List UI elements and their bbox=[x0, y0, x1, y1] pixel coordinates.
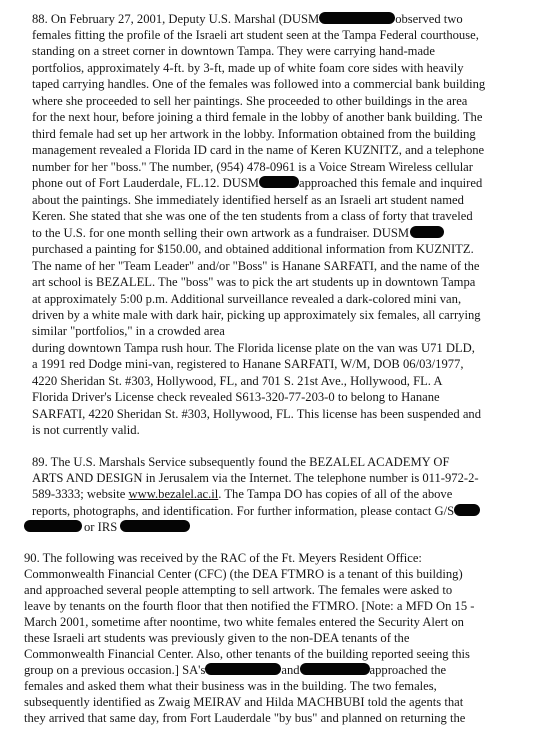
redaction-mark bbox=[300, 663, 370, 675]
text-line: during downtown Tampa rush hour. The Florida license plate on the van was U71 DLD, bbox=[32, 341, 475, 355]
text-line: purchased a painting for $150.00, and obtained additional information from KUZNITZ. bbox=[32, 242, 474, 256]
redaction-mark bbox=[454, 504, 480, 516]
text-line: standing on a street corner in downtown Tampa. They were carrying hand-made bbox=[32, 44, 435, 58]
text-segment: observed two bbox=[395, 12, 463, 26]
text-line: The name of her "Team Leader" and/or "Boss" is Hanane SARFATI, and the name of the bbox=[32, 259, 480, 273]
redaction-mark bbox=[259, 176, 299, 188]
text-line bbox=[32, 504, 480, 519]
text-line: females fitting the profile of the Israeli art student seen at the Tampa Federal courthouse, bbox=[32, 28, 479, 42]
text-line: a 1991 red Dodge mini-van, registered to Hanane SARFATI, W/M, DOB 06/03/1977, bbox=[32, 357, 464, 371]
text-segment: reports, photographs, and identification. For further information, please contact G/S bbox=[32, 504, 455, 518]
redaction-mark bbox=[24, 520, 82, 532]
text-line: number for her "boss." The number, (954) 478-0961 is a Voice Stream Wireless cellular bbox=[32, 160, 473, 174]
text-line: for the next hour, before joining a third female in the lobby of another bank building. The bbox=[32, 110, 483, 124]
text-line: where she proceeded to sell her paintings. She proceeded to other buildings in the area bbox=[32, 94, 468, 108]
text-line: ARTS AND DESIGN in Jerusalem via the Internet. The telephone number is 011-972-2- bbox=[32, 471, 479, 485]
text-line: third female had set up her artwork in the lobby. Information obtained from the building bbox=[32, 127, 476, 141]
text-line: portfolios, approximately 4-ft. by 3-ft, made up of white foam core sides with heavily bbox=[32, 61, 464, 75]
text-segment: and bbox=[281, 663, 300, 677]
text-segment: or IRS bbox=[84, 520, 118, 534]
text-line: 4220 Sheridan St. #303, Hollywood, FL, and 701 S. 21st Ave., Hollywood, FL. A bbox=[32, 374, 443, 388]
text-line: similar "portfolios," in a crowded area bbox=[32, 324, 225, 338]
text-line: driven by a white male with dark hair, picking up approximately six females, all carrying bbox=[32, 308, 481, 322]
redaction-mark bbox=[410, 226, 444, 238]
text-line: SARFATI, 4220 Sheridan St. #303, Hollywood, FL. This license has been suspended and bbox=[32, 407, 482, 421]
text-line: Florida Driver's License check revealed S613-320-77-203-0 to belong to Hanane bbox=[32, 390, 440, 404]
text-line: they arrived that same day, from Fort Lauderdale "by bus" and planned on returning the bbox=[24, 711, 466, 725]
text-line: 89. The U.S. Marshals Service subsequently found the BEZALEL ACADEMY OF bbox=[32, 455, 450, 469]
text-line: and approached several people attempting to sell artwork. The females were asked to bbox=[24, 583, 453, 597]
text-line: females and asked them what their business was in the building. The two females, bbox=[24, 679, 437, 693]
text-line bbox=[32, 487, 452, 502]
text-line bbox=[24, 663, 446, 678]
text-segment: . The Tampa DO has copies of all of the above bbox=[218, 487, 453, 501]
text-line: 90. The following was received by the RAC of the Ft. Meyers Resident Office: bbox=[24, 551, 422, 565]
text-line bbox=[32, 12, 463, 27]
text-segment: to the U.S. for one month selling their own artwork as a fundraiser. DUSM bbox=[32, 226, 410, 240]
text-line: these Israeli art students was previously given to the non-DEA tenants of the bbox=[24, 631, 410, 645]
text-segment: 589-3333; website bbox=[32, 487, 129, 501]
text-line: Commonwealth Financial Center (CFC) (the DEA FTMRO is a tenant of this building) bbox=[24, 567, 463, 581]
text-line: subsequently identified as Zwaig MEIRAV and Hilda MACHBUBI told the agents that bbox=[24, 695, 464, 709]
text-segment: 88. On February 27, 2001, Deputy U.S. Marshal (DUSM bbox=[32, 12, 320, 26]
text-line: management revealed a Florida ID card in the name of Keren KUZNITZ, and a telephone bbox=[32, 143, 485, 157]
redaction-mark bbox=[120, 520, 190, 532]
text-line bbox=[24, 520, 190, 535]
text-line: is not currently valid. bbox=[32, 423, 140, 437]
redaction-mark bbox=[205, 663, 281, 675]
text-line: taped carrying handles. One of the females was followed into a commercial bank building bbox=[32, 77, 486, 91]
text-line: at approximately 5:00 p.m. Additional surveillance revealed a dark-colored mini van, bbox=[32, 292, 462, 306]
text-line: Commonwealth Financial Center. Also, other tenants of the building reported seeing this bbox=[24, 647, 470, 661]
text-segment: approached this female and inquired bbox=[299, 176, 483, 190]
text-line: March 2001, sometime after noontime, two white females entered the Security Alert on bbox=[24, 615, 464, 629]
text-line bbox=[32, 176, 482, 191]
text-segment: approached the bbox=[369, 663, 447, 677]
text-segment: phone out of Fort Lauderdale, FL.12. DUSM bbox=[32, 176, 260, 190]
text-line: leave by tenants on the fourth floor that then notified the FTMRO. [Note: a MFD On 15 - bbox=[24, 599, 475, 613]
text-segment: group on a previous occasion.] SA's bbox=[24, 663, 206, 677]
website-link[interactable]: www.bezalel.ac.il bbox=[128, 487, 219, 501]
text-line: Keren. She stated that she was one of the ten students from a class of forty that traveled bbox=[32, 209, 473, 223]
text-line: about the paintings. She immediately identified herself as an Israeli art student named bbox=[32, 193, 464, 207]
text-line bbox=[32, 226, 444, 241]
redaction-mark bbox=[319, 12, 395, 24]
text-line: art school is BEZALEL. The "boss" was to pick the art students up in downtown Tampa bbox=[32, 275, 476, 289]
